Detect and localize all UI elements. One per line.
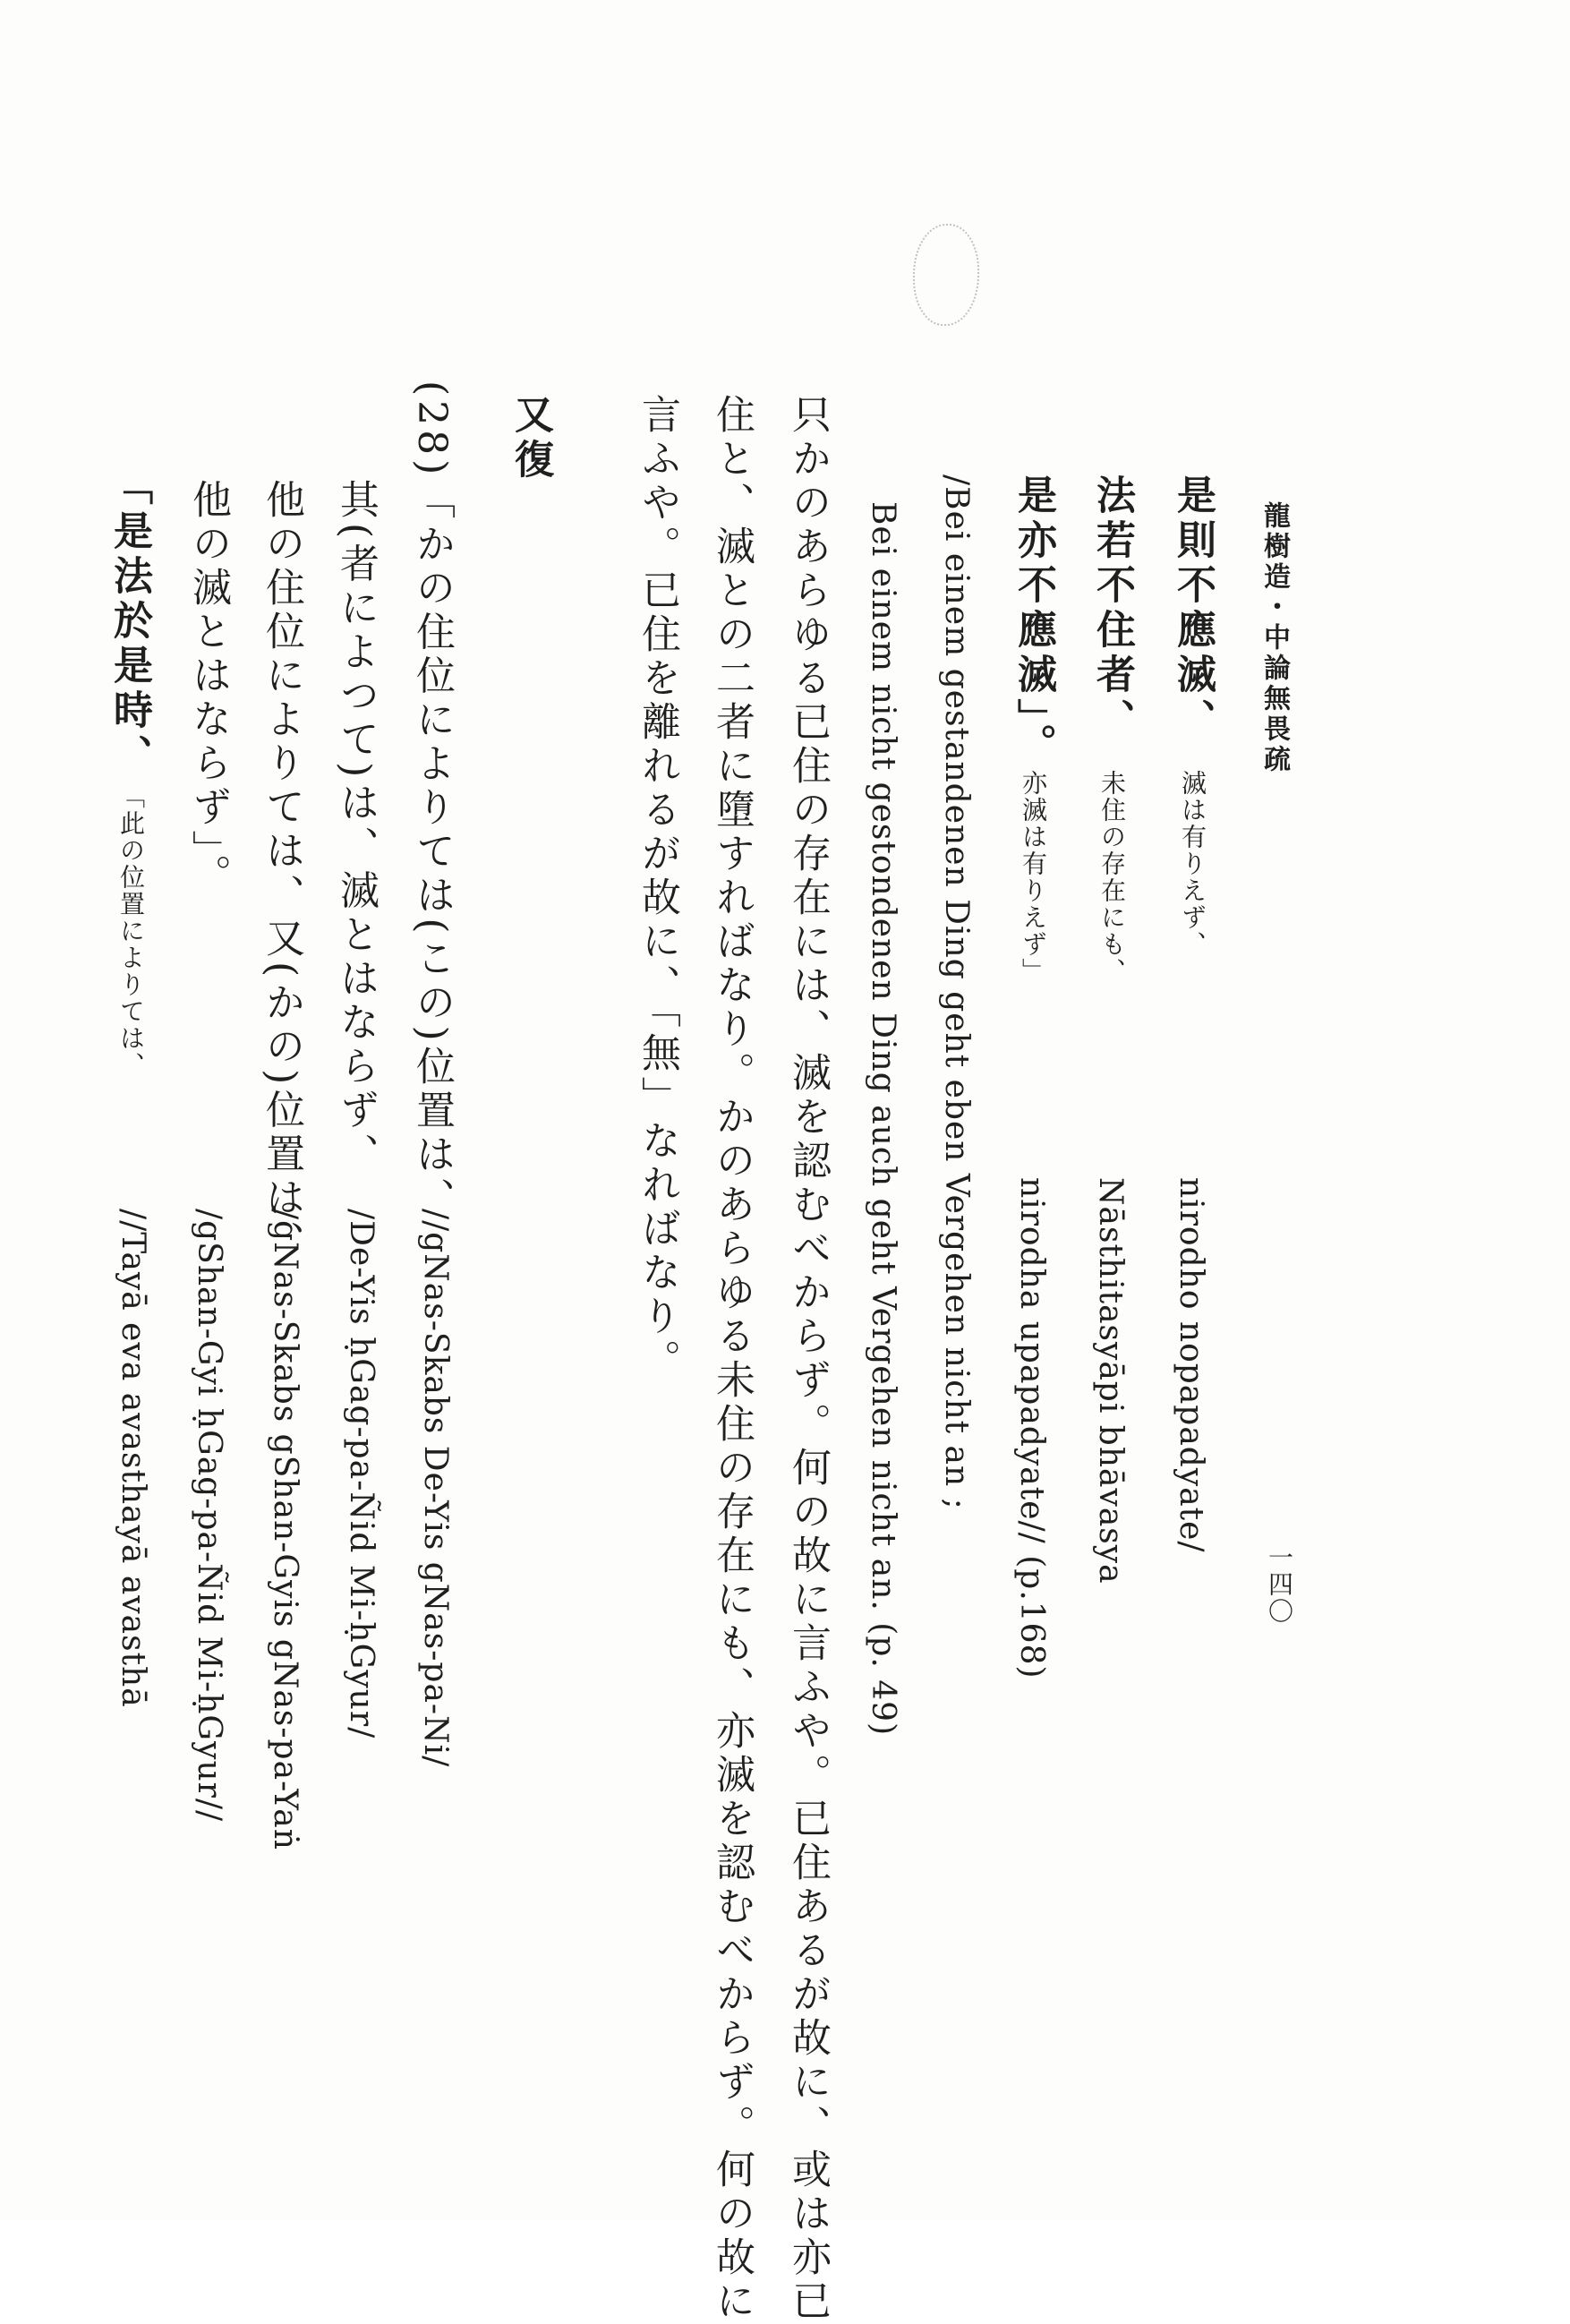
german-line1: /Bei einem gestandenen Ding geht eben Vergehen nicht an ;: [938, 474, 975, 1510]
verse2-line3-cjk: 他の住位によりては、又(かの)位置は、: [259, 479, 304, 1265]
commentary-line1: 只かのあらゆる已住の存在には、滅を認むべからず。何の故に言ふや。已住あるが故に、或は亦已: [785, 394, 831, 2324]
commentary-line3: 言ふや。已住を離れるが故に、「無」なればなり。: [635, 394, 680, 1383]
verse1-line3-roman: nirodha upapadyate// (p.168): [1013, 1177, 1050, 1679]
verse2-line2-cjk: 其(者によつて)は、滅とはならず、: [333, 479, 379, 1177]
verse1-line3-cjk: 是亦不應滅」。: [1011, 474, 1056, 768]
verse2-line4-cjk: 他の滅とはならず」。: [185, 479, 231, 898]
verse1-line1-gloss: 滅は有りえず、: [1178, 770, 1207, 958]
stamp-mark: [913, 224, 979, 326]
page-number: 一四〇: [1265, 1544, 1294, 1625]
verse1-line2-roman: Nāsthitasyāpi bhāvasya: [1092, 1177, 1129, 1585]
verse2-line2-roman: /De-Yis ḥGag-pa-Ñid Mi-ḥGyur/: [343, 1209, 380, 1739]
running-title: 龍樹造・中論無畏疏: [1259, 501, 1290, 775]
verse1-line1-roman: nirodho nopapadyate/: [1173, 1177, 1209, 1553]
verse2-line4-roman: /gShan-Gyi ḥGag-pa-Ñid Mi-ḥGyur//: [191, 1209, 227, 1823]
verse2-line3-roman: /gNas-Skabs gShan-Gyis gNas-pa-Yaṅ: [267, 1209, 303, 1850]
section-label: 又復: [508, 394, 553, 483]
verse1-line1-cjk: 是則不應滅、: [1170, 474, 1216, 743]
verse2-line5-roman: //Tayā eva avasthayā avasthā: [115, 1209, 151, 1708]
verse1-line2-gloss: 未住の存在にも、: [1097, 770, 1127, 985]
verse1-line2-cjk: 法若不住者、: [1089, 474, 1135, 743]
verse2-line1-roman: //gNas-Skabs De-Yis gNas-pa-Ni/: [417, 1209, 454, 1768]
verse2-line1-cjk: (28)「かの住位によりては(この)位置は、: [409, 380, 455, 1221]
commentary-line2: 住と、滅との二者に墮すればなり。かのあらゆる未住の存在にも、亦滅を認むべからず。何の故に: [709, 394, 755, 2324]
verse2-line5-cjk: 「是法於是時、: [107, 466, 152, 779]
verse2-line5-gloss: 「此の位置によりては、: [116, 783, 146, 1079]
german-line2: Bei einem nicht gestondenen Ding auch geht Vergehen nicht an. (p. 49): [865, 501, 901, 1737]
verse1-line3-gloss: 亦滅は有りえず」: [1019, 770, 1048, 985]
